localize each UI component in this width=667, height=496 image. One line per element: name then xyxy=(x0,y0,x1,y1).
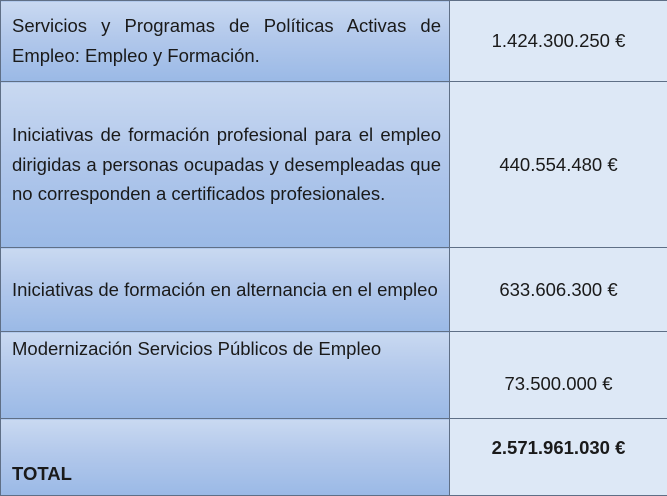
concept-cell: Modernización Servicios Públicos de Empleo xyxy=(1,332,450,419)
amount-cell: 633.606.300 € xyxy=(450,248,667,332)
table-row xyxy=(1,332,667,419)
amount-cell: 73.500.000 € xyxy=(450,332,667,419)
total-amount: 2.571.961.030 € xyxy=(450,419,667,496)
table-row xyxy=(1,1,667,82)
concept-cell: Iniciativas de formación en alternancia en el empleo xyxy=(1,248,450,332)
total-row xyxy=(1,419,667,496)
amount-cell: 1.424.300.250 € xyxy=(450,1,667,82)
table-row xyxy=(1,248,667,332)
concept-cell: Servicios y Programas de Políticas Activas de Empleo: Empleo y Formación. xyxy=(1,1,450,82)
total-label: TOTAL xyxy=(1,419,450,496)
concept-cell: Iniciativas de formación profesional para el empleo dirigidas a personas ocupadas y desempleadas que no corresponden a certificados profesionales. xyxy=(1,82,450,248)
amount-cell: 440.554.480 € xyxy=(450,82,667,248)
table-row xyxy=(1,82,667,248)
